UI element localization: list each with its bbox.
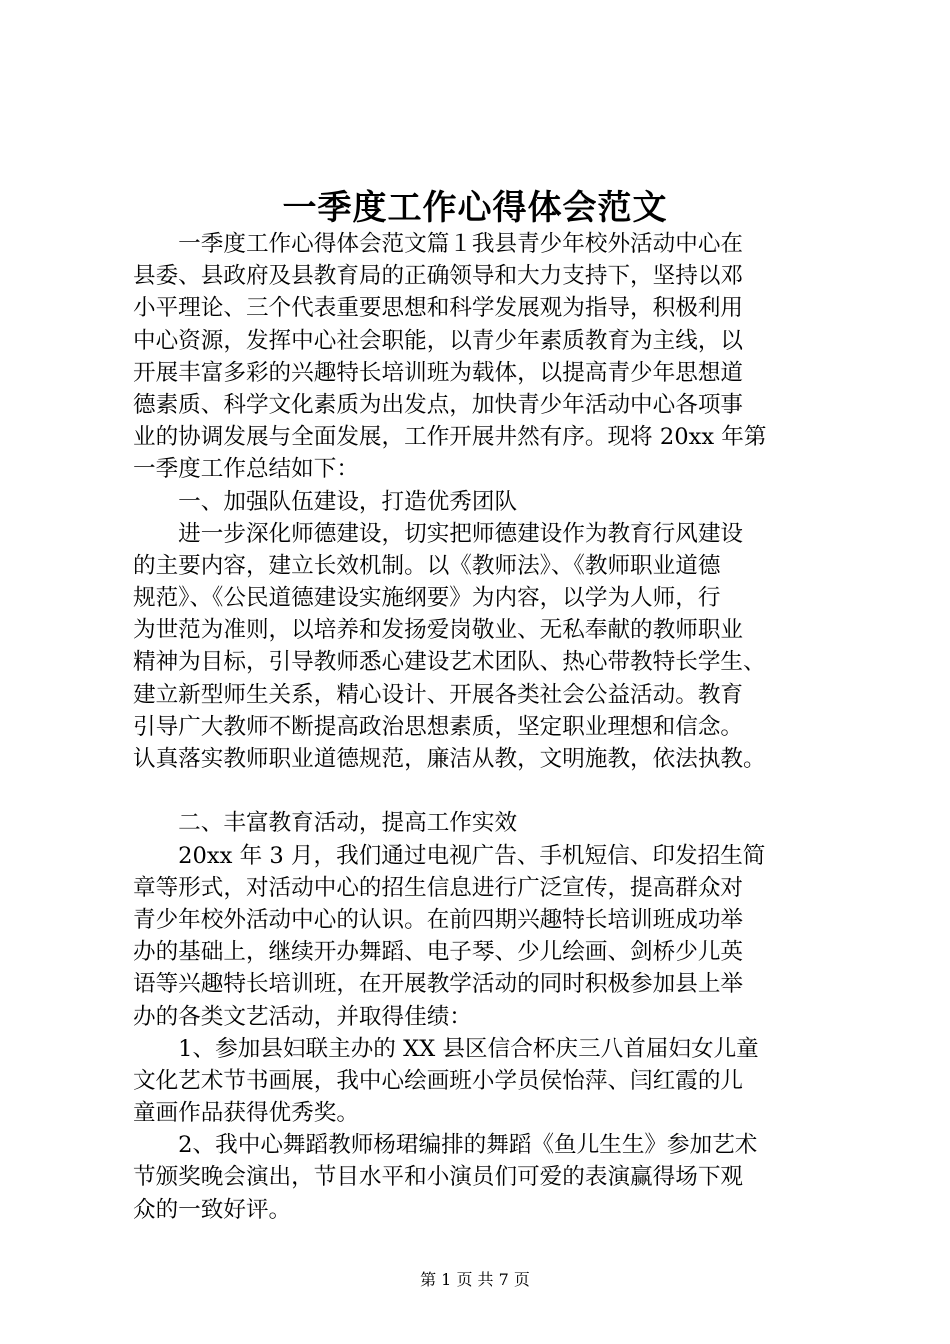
body-line: 中心资源，发挥中心社会职能，以青少年素质教育为主线，以 [133, 327, 744, 354]
body-line: 一季度工作总结如下： [133, 456, 359, 483]
document-body [133, 228, 853, 1226]
page-indicator: 第 1 页 共 7 页 [420, 1270, 530, 1289]
body-line: 节颁奖晚会演出，节目水平和小演员们可爱的表演赢得场下观 [133, 1164, 744, 1191]
body-line: 办的基础上，继续开办舞蹈、电子琴、少儿绘画、剑桥少儿英 [133, 939, 744, 966]
document-title: 一季度工作心得体会范文 [282, 188, 668, 228]
body-line: 童画作品获得优秀奖。 [133, 1100, 359, 1127]
body-line: 精神为目标，引导教师悉心建设艺术团队、热心带教特长学生、 [133, 649, 766, 676]
body-line: 德素质、科学文化素质为出发点，加快青少年活动中心各项事 [133, 391, 744, 418]
body-line: 办的各类文艺活动，并取得佳绩： [133, 1003, 472, 1030]
body-line: 规范》、《公民道德建设实施纲要》为内容，以学为人师，行 [133, 585, 721, 612]
body-line: 青少年校外活动中心的认识。在前四期兴趣特长培训班成功举 [133, 906, 744, 933]
section-heading: 一、加强队伍建设，打造优秀团队 [133, 488, 518, 515]
page-footer [0, 1269, 950, 1291]
section-heading: 二、丰富教育活动，提高工作实效 [133, 810, 518, 837]
body-line: 语等兴趣特长培训班，在开展教学活动的同时积极参加县上举 [133, 971, 744, 998]
body-line: 1、参加县妇联主办的 XX 县区信合杯庆三八首届妇女儿童 [133, 1035, 759, 1062]
body-line: 认真落实教师职业道德规范，廉洁从教，文明施教，依法执教。 [133, 746, 766, 772]
body-line: 业的协调发展与全面发展，工作开展井然有序。现将 20xx 年第 [133, 424, 767, 451]
paragraph-gap [133, 775, 853, 807]
body-line: 为世范为准则，以培养和发扬爱岗敬业、无私奉献的教师职业 [133, 617, 744, 644]
body-line: 2、我中心舞蹈教师杨珺编排的舞蹈《鱼儿生生》参加艺术 [133, 1132, 758, 1159]
body-line: 开展丰富多彩的兴趣特长培训班为载体，以提高青少年思想道 [133, 359, 744, 386]
body-line: 进一步深化师德建设，切实把师德建设作为教育行风建设 [133, 520, 744, 547]
body-line: 县委、县政府及县教育局的正确领导和大力支持下，坚持以邓 [133, 263, 744, 290]
body-line: 小平理论、三个代表重要思想和科学发展观为指导，积极利用 [133, 295, 744, 322]
body-line: 众的一致好评。 [133, 1196, 292, 1223]
body-line: 的主要内容，建立长效机制。以《教师法》、《教师职业道德 [133, 552, 721, 579]
body-line: 文化艺术节书画展，我中心绘画班小学员侯怡萍、闫红霞的儿 [133, 1067, 744, 1094]
body-line: 一季度工作心得体会范文篇１我县青少年校外活动中心在 [133, 231, 744, 257]
body-line: 20xx 年 3 月，我们通过电视广告、手机短信、印发招生简 [133, 842, 766, 869]
body-line: 建立新型师生关系，精心设计、开展各类社会公益活动。教育 [133, 681, 744, 708]
body-line: 章等形式，对活动中心的招生信息进行广泛宣传，提高群众对 [133, 874, 744, 901]
body-line: 引导广大教师不断提高政治思想素质，坚定职业理想和信念。 [133, 713, 744, 740]
